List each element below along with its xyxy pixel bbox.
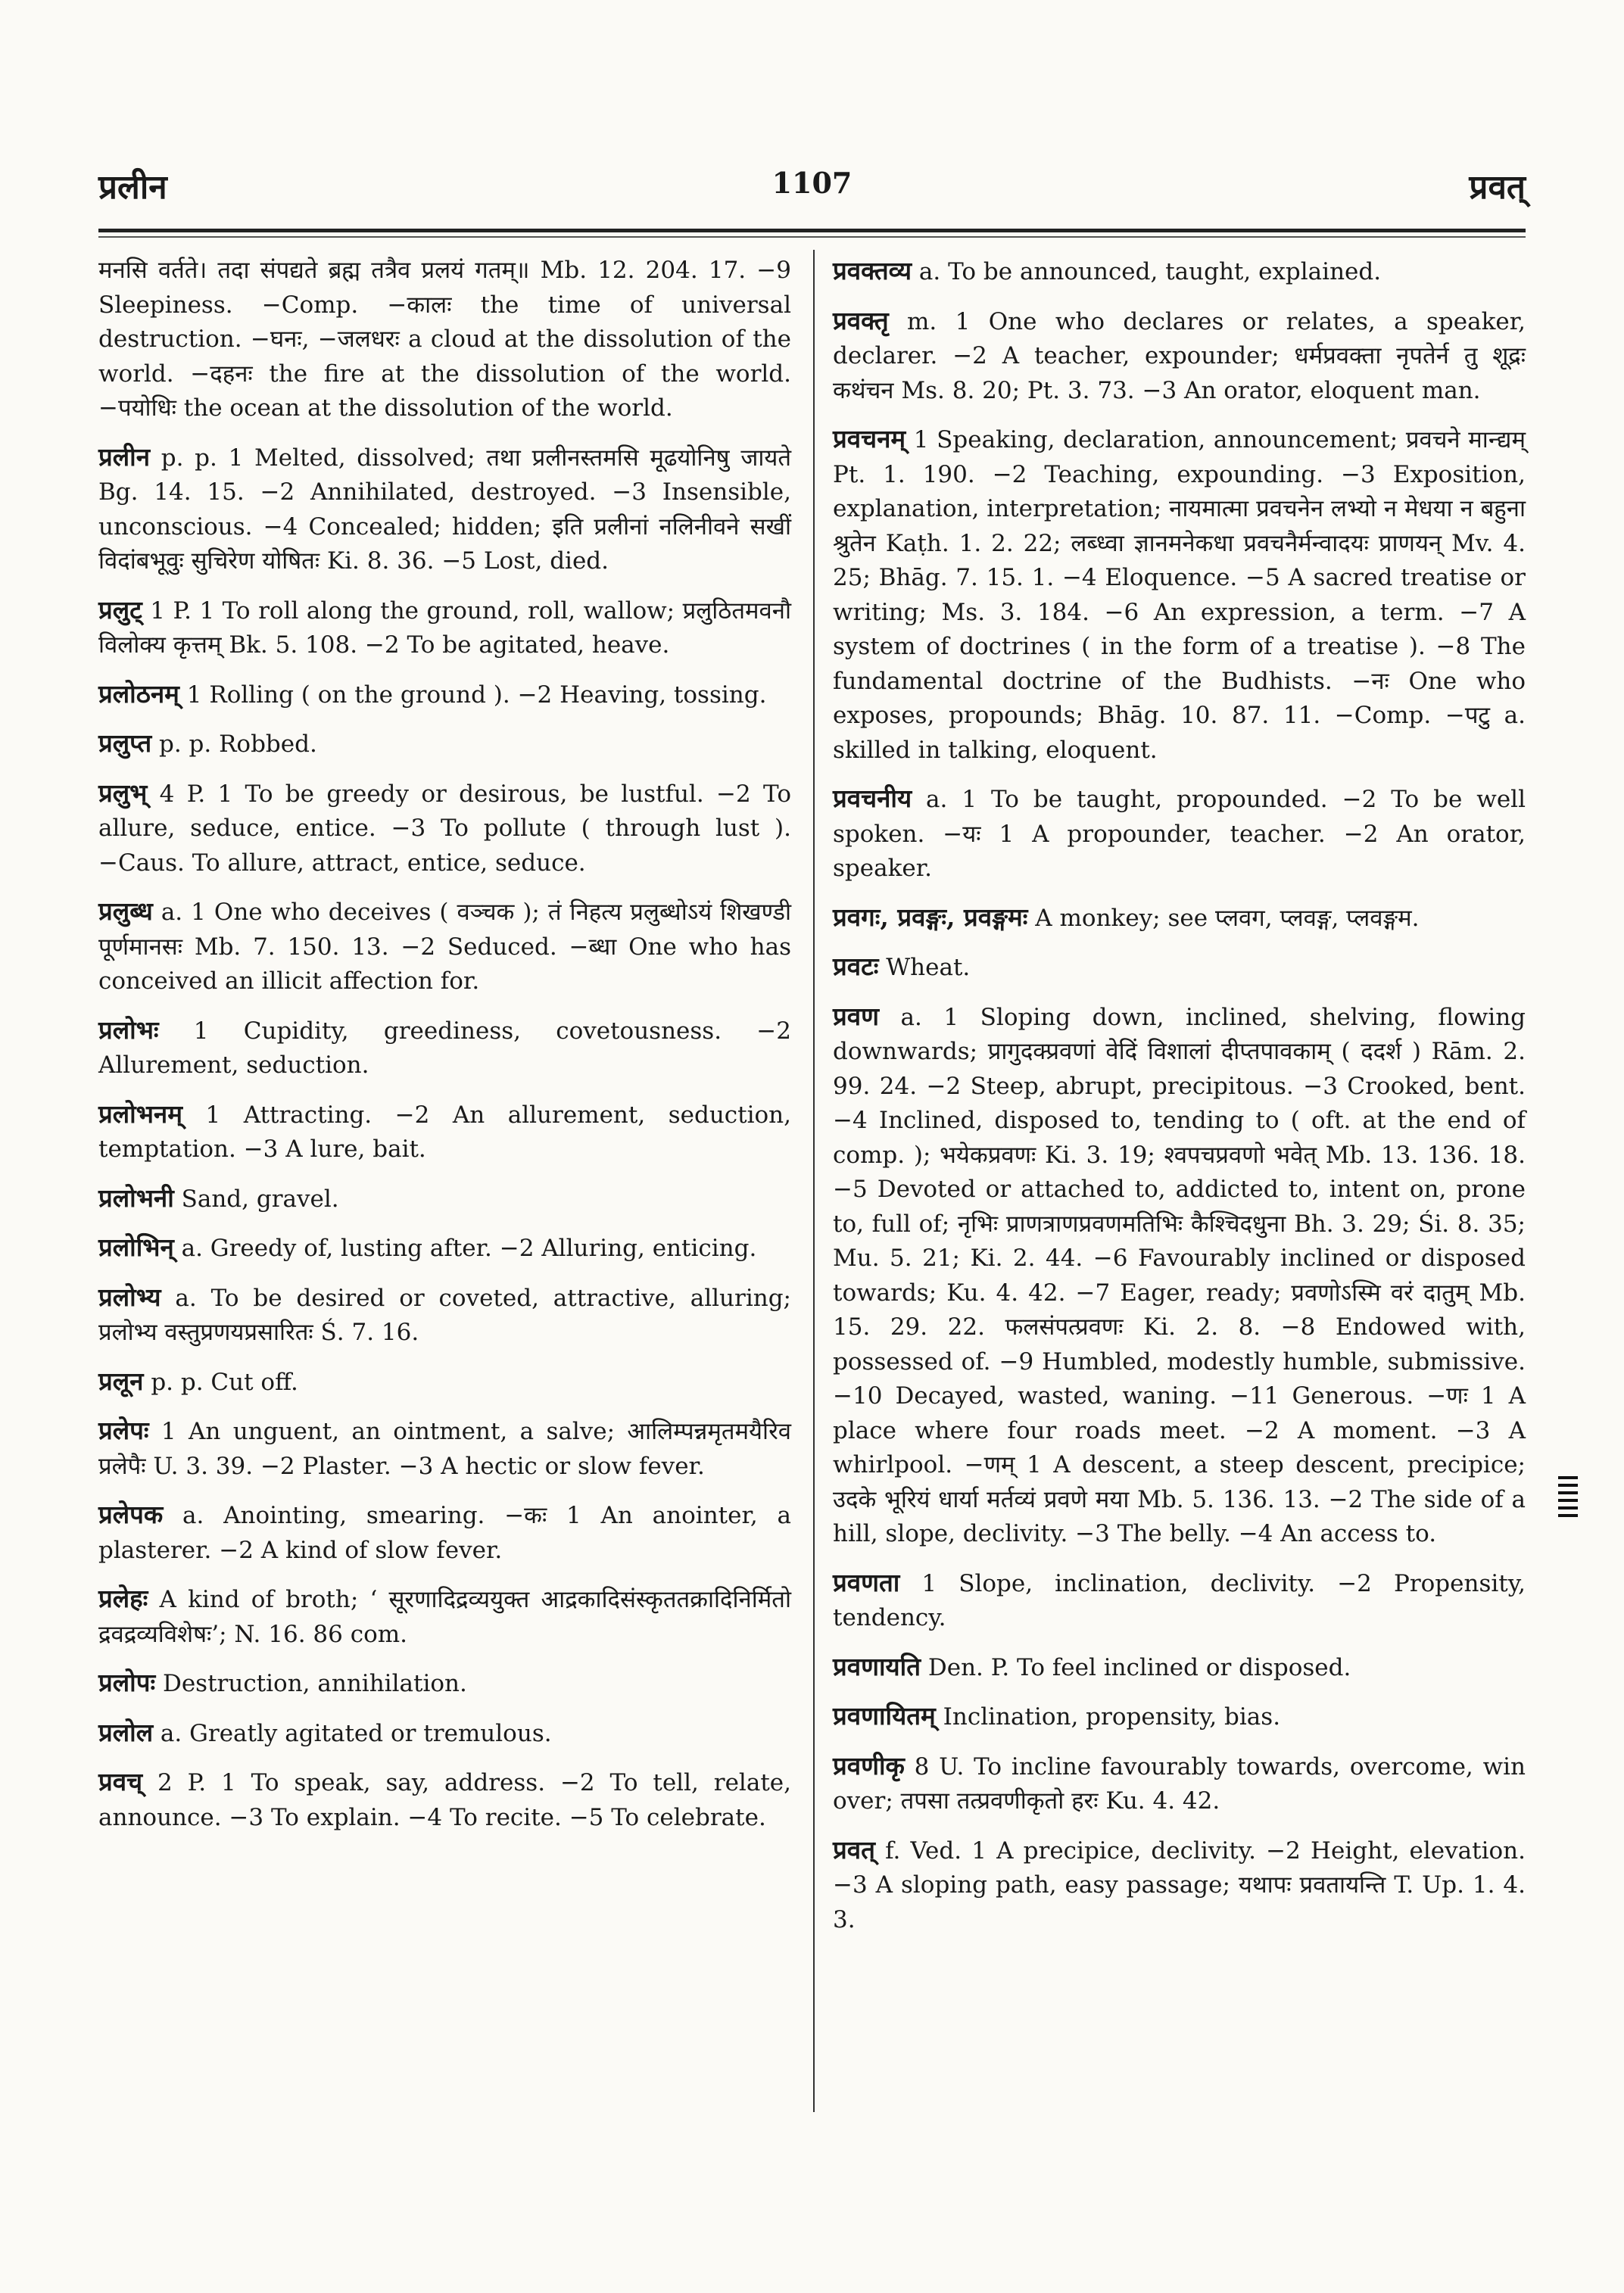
dictionary-entry	[833, 422, 1526, 768]
entry-definition: 1 An unguent, an ointment, a salve; आलिम्पन्नमृतमयैरिव प्रलेपैः U. 3. 39. −2 Plaster. −3 A hectic or slow fever.	[98, 1418, 791, 1480]
page-number: 1107	[771, 166, 853, 200]
entry-headword: प्रलुभ्	[98, 777, 148, 808]
entry-definition: 1 Slope, inclination, declivity. −2 Propensity, tendency.	[833, 1569, 1526, 1631]
entry-headword: प्रवटः	[833, 952, 879, 981]
entry-headword: प्रलुब्ध	[98, 896, 153, 926]
entry-definition: f. Ved. 1 A precipice, declivity. −2 Height, elevation. −3 A sloping path, easy passage; यथापः प्रवतायन्ति T. Up. 1. 4. 3.	[833, 1837, 1526, 1933]
dictionary-entry	[98, 1665, 791, 1702]
entry-definition: 1 Speaking, declaration, announcement; प्रवचने मान्द्यम् Pt. 1. 190. −2 Teaching, expounding. −3 Exposition, explanation, interpretation; नायमात्मा प्रवचनेन लभ्यो न मेधया न बहुना श्रुतेन Kaṭh. 1. 2. 22; लब्ध्वा ज्ञानमनेकधा प्रवचनैर्मन्वादयः प्राणयन् Mv. 4. 25; Bhāg. 7. 15. 1. −4 Eloquence. −5 A sacred treatise or writing; Ms. 3. 184. −6 An expression, a term. −7 A system of doctrines ( in the form of a treatise ). −8 The fundamental doctrine of the Budhists. −नः One who exposes, propounds; Bhāg. 10. 87. 11. −Comp. −पटु a. skilled in talking, eloquent.	[833, 426, 1526, 764]
entry-definition: a. To be announced, taught, explained.	[912, 258, 1382, 285]
entry-headword: प्रलेहः	[98, 1584, 148, 1613]
entry-headword: प्रलोभनम्	[98, 1098, 182, 1129]
page-header	[98, 163, 1526, 223]
entry-headword: प्रवण	[833, 1001, 879, 1031]
entry-definition: 1 Cupidity, greediness, covetousness. −2 Allurement, seduction.	[98, 1017, 791, 1079]
entry-definition: p. p. Cut off.	[143, 1368, 298, 1396]
entry-headword: प्रलोठनम्	[98, 678, 179, 709]
entry-headword: प्रलून	[98, 1366, 144, 1396]
entry-headword: प्रलोभनी	[98, 1182, 174, 1213]
entry-headword: प्रवगः, प्रवङ्गः, प्रवङ्गमः	[833, 902, 1028, 932]
entry-headword: प्रलेपक	[98, 1500, 164, 1529]
dictionary-entry	[833, 999, 1526, 1552]
dictionary-entry	[98, 254, 791, 426]
dictionary-entry	[833, 900, 1526, 936]
entry-headword: प्रवचनम्	[833, 424, 906, 453]
entry-definition: a. Greatly agitated or tremulous.	[153, 1719, 552, 1747]
dictionary-entry	[98, 1013, 791, 1083]
header-rule	[98, 229, 1526, 232]
entry-headword: प्रवक्तव्य	[833, 256, 912, 285]
dictionary-entry	[833, 1749, 1526, 1819]
entry-definition: Inclination, propensity, bias.	[935, 1703, 1281, 1731]
entry-headword: प्रलोपः	[98, 1668, 156, 1697]
entry-definition: 1 Attracting. −2 An allurement, seduction, temptation. −3 A lure, bait.	[98, 1101, 791, 1163]
entry-headword: प्रलोभ्य	[98, 1282, 161, 1312]
entry-definition: a. 1 To be taught, propounded. −2 To be well spoken. −यः 1 A propounder, teacher. −2 An orator, speaker.	[833, 786, 1526, 882]
dictionary-entry	[98, 894, 791, 999]
entry-headword: प्रवणायति	[833, 1651, 921, 1681]
entry-definition: p. p. Robbed.	[151, 731, 317, 758]
entry-headword: प्रलुट्	[98, 594, 142, 625]
header-left-guide-word: प्रलीन	[98, 168, 167, 207]
entry-definition: m. 1 One who declares or relates, a speaker, declarer. −2 A teacher, expounder; धर्मप्रवक्ता नृपतेर्न तु शूद्रः कथंचन Ms. 8. 20; Pt. 3. 73. −3 An orator, eloquent man.	[833, 307, 1526, 404]
column-divider	[813, 250, 815, 2112]
dictionary-entry	[98, 1097, 791, 1167]
entry-definition: A kind of broth; ‘ सूरणादिद्रव्ययुक्त आद्रकादिसंस्कृततक्रादिनिर्मितो द्रवद्रव्यविशेषः’; N. 16. 86 com.	[98, 1586, 791, 1648]
dictionary-entry	[833, 949, 1526, 986]
entry-definition: 1 P. 1 To roll along the ground, roll, wallow; प्रलुठितमवनौ विलोक्य कृत्तम् Bk. 5. 108. −2 To be agitated, heave.	[98, 597, 791, 659]
entry-definition: a. Greedy of, lusting after. −2 Alluring, enticing.	[173, 1235, 757, 1262]
entry-definition: 2 P. 1 To speak, say, address. −2 To tell, relate, announce. −3 To explain. −4 To recite. −5 To celebrate.	[98, 1769, 791, 1831]
entry-headword: प्रवत्	[833, 1834, 875, 1865]
entry-definition: Wheat.	[878, 954, 971, 981]
entry-definition: p. p. 1 Melted, dissolved; तथा प्रलीनस्तमसि मूढयोनिषु जायते Bg. 14. 15. −2 Annihilated, destroyed. −3 Insensible, unconscious. −4 Concealed; hidden; इति प्रलीनां नलिनीवने सखीं विदांबभूवुः सुचिरेण योषितः Ki. 8. 36. −5 Lost, died.	[98, 444, 791, 575]
dictionary-entry	[98, 1765, 791, 1835]
entry-headword: प्रवणता	[833, 1567, 900, 1597]
dictionary-entry	[833, 781, 1526, 886]
dictionary-entry	[98, 1364, 791, 1400]
entry-definition: 8 U. To incline favourably towards, overcome, win over; तपसा तत्प्रवणीकृतो हरः Ku. 4. 42.	[833, 1752, 1526, 1815]
entry-definition: a. To be desired or coveted, attractive, alluring; प्रलोभ्य वस्तुप्रणयप्रसारितः Ś. 7. 16.	[98, 1284, 791, 1346]
entry-definition: मनसि वर्तते। तदा संपद्यते ब्रह्म तत्रैव प्रलयं गतम्॥ Mb. 12. 204. 17. −9 Sleepiness. −Comp. −कालः the time of universal destruction. −घनः, −जलधरः a cloud at the dissolution of the world. −दहनः the fire at the dissolution of the world. −पयोधिः the ocean at the dissolution of the world.	[98, 257, 791, 422]
entry-headword: प्रवणीकृ	[833, 1750, 905, 1781]
dictionary-entry	[98, 1230, 791, 1266]
entry-definition: 1 Rolling ( on the ground ). −2 Heaving, tossing.	[179, 681, 767, 709]
entry-definition: Den. P. To feel inclined or disposed.	[921, 1653, 1351, 1681]
entry-definition: a. Anointing, smearing. −कः 1 An anointer, a plasterer. −2 A kind of slow fever.	[98, 1502, 791, 1564]
dictionary-entry	[98, 1280, 791, 1351]
entry-headword: प्रलोभः	[98, 1014, 159, 1045]
entry-headword: प्रलेपः	[98, 1416, 149, 1445]
left-column	[98, 254, 791, 1849]
dictionary-entry	[98, 677, 791, 713]
dictionary-entry	[98, 1413, 791, 1484]
thumb-index-mark	[1558, 1476, 1578, 1525]
dictionary-entry	[833, 304, 1526, 409]
dictionary-entry	[833, 1833, 1526, 1938]
entry-headword: प्रवणायितम्	[833, 1701, 936, 1731]
entry-definition: a. 1 One who deceives ( वञ्चक ); तं निहत्य प्रलुब्धोऽयं शिखण्डी पूर्णमानसः Mb. 7. 150. 13. −2 Seduced. −ब्धा One who has conceived an illicit affection for.	[98, 899, 791, 995]
entry-headword: प्रलीन	[98, 441, 151, 472]
dictionary-entry	[833, 1699, 1526, 1735]
entry-definition: A monkey; see प्लवग, प्लवङ्ग, प्लवङ्गम.	[1027, 904, 1420, 932]
dictionary-entry	[98, 1581, 791, 1652]
entry-headword: प्रलोल	[98, 1717, 154, 1747]
entry-definition: a. 1 Sloping down, inclined, shelving, flowing downwards; प्रागुदक्प्रवणां वेदिं विशालां दीप्तपावकाम् ( ददर्श ) Rām. 2. 99. 24. −2 Steep, abrupt, precipitous. −3 Crooked, bent. −4 Inclined, disposed to, tending to ( oft. at the end of comp. ); भयेकप्रवणः Ki. 3. 19; श्वपचप्रवणो भवेत् Mb. 13. 136. 18. −5 Devoted or attached to, addicted to, intent on, prone to, full of; नृभिः प्राणत्राणप्रवणमतिभिः कैश्चिदधुना Bh. 3. 29; Śi. 8. 35; Mu. 5. 21; Ki. 2. 44. −6 Favourably inclined or disposed towards; Ku. 4. 42. −7 Eager, ready; प्रवणोऽस्मि वरं दातुम् Mb. 15. 29. 22. फलसंपत्प्रवणः Ki. 2. 8. −8 Endowed with, possessed of. −9 Humbled, modestly humble, submissive. −10 Decayed, wasted, waning. −11 Generous. −णः 1 A place where four roads meet. −2 A moment. −3 A whirlpool. −णम् 1 A descent, a steep descent, precipice; उदके भूरियं धार्या मर्तव्यं प्रवणे मया Mb. 5. 136. 13. −2 The side of a hill, slope, declivity. −3 The belly. −4 An access to.	[833, 1003, 1526, 1547]
dictionary-entry	[98, 726, 791, 762]
header-right-guide-word: प्रवत्	[1469, 168, 1526, 207]
header-rule-thin	[98, 236, 1526, 238]
dictionary-entry	[98, 1497, 791, 1568]
dictionary-entry	[98, 776, 791, 881]
entry-headword: प्रवच्	[98, 1767, 143, 1796]
dictionary-entry	[98, 593, 791, 663]
dictionary-entry	[833, 1566, 1526, 1636]
dictionary-entry	[98, 440, 791, 579]
entry-headword: प्रवचनीय	[833, 784, 912, 813]
dictionary-entry	[833, 1650, 1526, 1686]
entry-definition: Sand, gravel.	[173, 1185, 339, 1213]
entry-headword: प्रलोभिन्	[98, 1232, 174, 1262]
dictionary-entry	[833, 254, 1526, 290]
entry-headword: प्रलुप्त	[98, 728, 152, 758]
entry-definition: Destruction, annihilation.	[155, 1670, 467, 1697]
entry-definition: 4 P. 1 To be greedy or desirous, be lustful. −2 To allure, seduce, entice. −3 To pollute ( through lust ). −Caus. To allure, attract, entice, seduce.	[98, 780, 791, 877]
dictionary-entry	[98, 1181, 791, 1217]
entry-headword: प्रवक्तृ	[833, 305, 889, 335]
right-column	[833, 254, 1526, 1951]
dictionary-entry	[98, 1715, 791, 1752]
